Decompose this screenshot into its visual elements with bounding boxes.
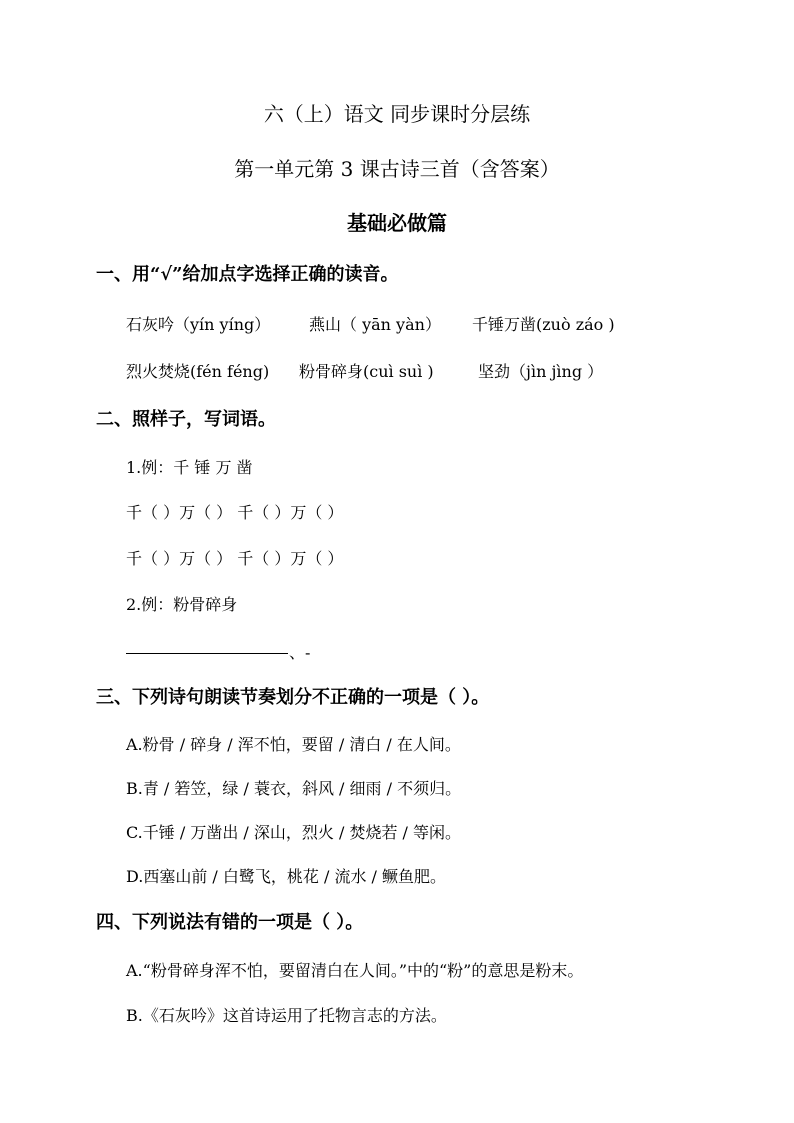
q1-heading: 一、用“√”给加点字选择正确的读音。 [96,264,399,285]
q2-blank-row-2: 千（ ）万（ ） 千（ ）万（ ） [126,549,344,568]
q2-heading: 二、照样子，写词语。 [96,409,276,430]
q2-blank-row-1: 千（ ）万（ ） 千（ ）万（ ） [126,503,344,522]
q1-item-4: 烈火焚烧(fén féng) [126,362,270,381]
q3-heading: 三、下列诗句朗读节奏划分不正确的一项是（ ）。 [96,687,490,708]
page-subtitle: 第一单元第 3 课古诗三首（含答案） [234,157,560,181]
q2-answer-tail: 、- [289,643,311,662]
q1-item-1: 石灰吟（yín yíng） [126,315,271,334]
q2-example-1: 1.例：千 锤 万 凿 [126,458,253,477]
section-heading: 基础必做篇 [347,211,447,235]
q2-example-2: 2.例：粉骨碎身 [126,595,238,614]
q3-option-c: C.千锤 / 万凿出 / 深山，烈火 / 焚烧若 / 等闲。 [126,823,462,842]
q1-item-2: 燕山（ yān yàn） [309,315,441,334]
page-title: 六（上）语文 同步课时分层练 [263,102,531,126]
q4-option-b: B.《石灰吟》这首诗运用了托物言志的方法。 [126,1006,447,1025]
q1-item-6: 坚劲（jìn jìng ） [478,362,604,381]
q4-option-a: A.“粉骨碎身浑不怕，要留清白在人间。”中的“粉”的意思是粉末。 [126,961,584,980]
q1-item-3: 千锤万凿(zuò záo ) [472,315,615,334]
q3-option-d: D.西塞山前 / 白鹭飞，桃花 / 流水 / 鳜鱼肥。 [126,867,447,886]
q2-answer-line [126,653,288,654]
q3-option-b: B.青 / 箬笠，绿 / 蓑衣，斜风 / 细雨 / 不须归。 [126,779,462,798]
q3-option-a: A.粉骨 / 碎身 / 浑不怕，要留 / 清白 / 在人间。 [126,735,461,754]
q1-item-5: 粉骨碎身(cuì suì ) [299,362,434,381]
q4-heading: 四、下列说法有错的一项是（ ）。 [96,912,364,933]
